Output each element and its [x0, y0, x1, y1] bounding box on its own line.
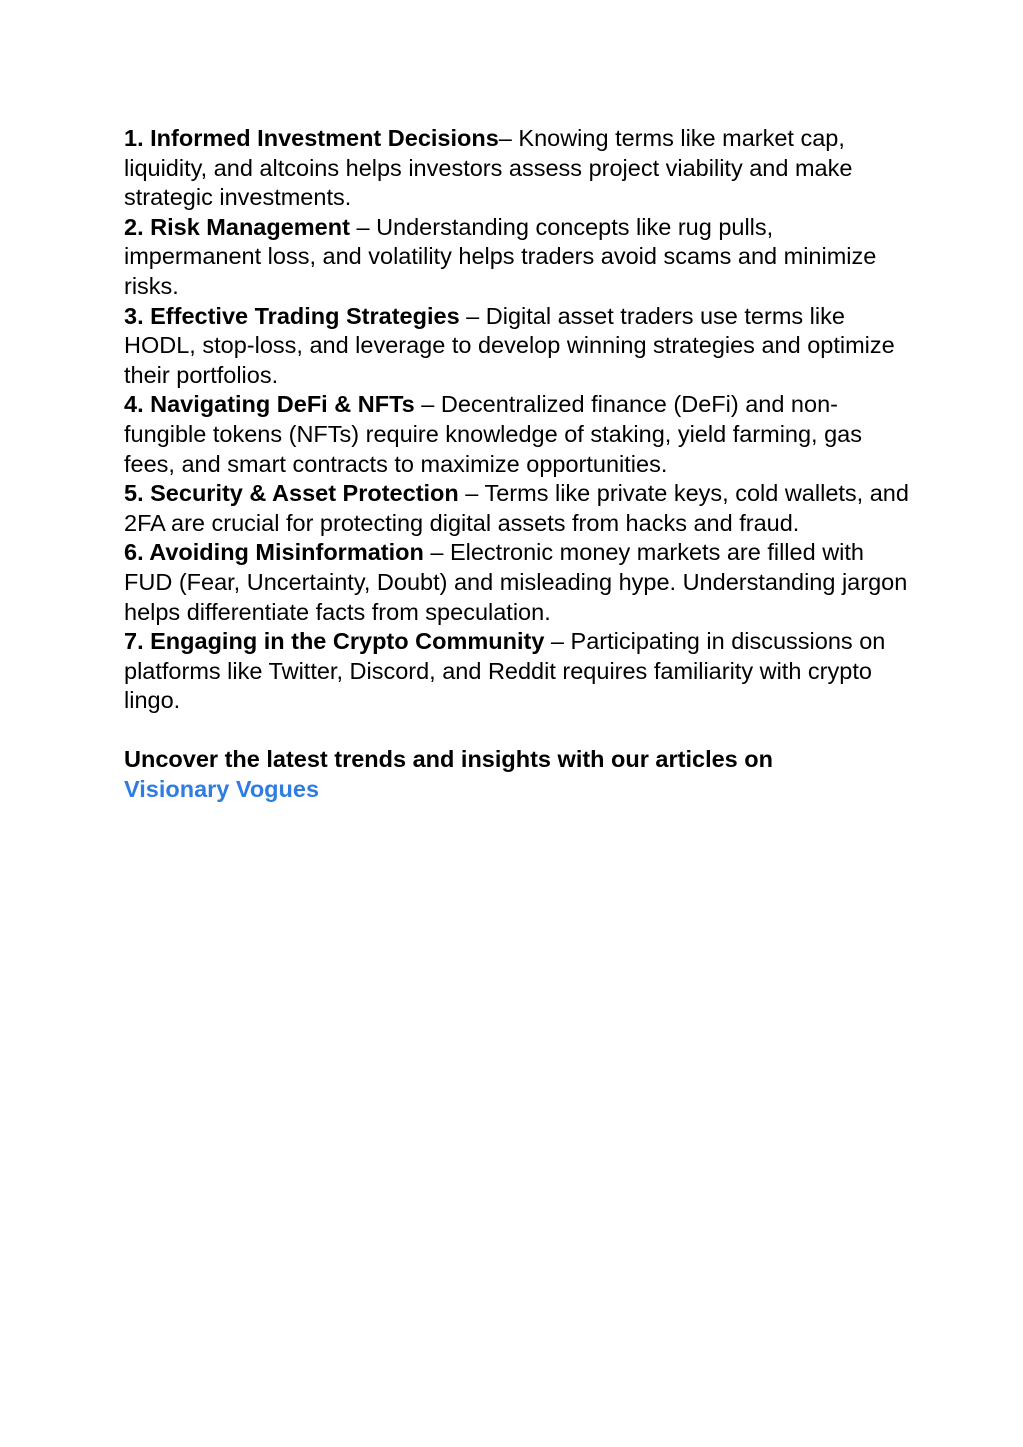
call-to-action — [124, 745, 824, 804]
item-heading: 3. Effective Trading Strategies — [124, 302, 460, 329]
benefits-list — [124, 124, 914, 716]
document-page — [124, 124, 914, 828]
item-text: – Electronic money markets are filled with FUD (Fear, Uncertainty, Doubt) and misleading hype. Understanding jargon helps differentiate facts from speculation. — [124, 539, 908, 625]
item-heading: 1. Informed Investment Decisions — [124, 125, 499, 151]
list-item — [124, 124, 914, 213]
item-text: – Participating in discussions on platforms like Twitter, Discord, and Reddit requires familiarity with crypto lingo. — [124, 628, 886, 714]
list-item — [124, 302, 914, 391]
list-item — [124, 538, 914, 627]
item-heading: 6. Avoiding Misinformation — [124, 539, 424, 566]
item-heading: 7. Engaging in the Crypto Community — [124, 628, 545, 655]
item-heading: 2. Risk Management — [124, 213, 350, 240]
item-text: – Decentralized finance (DeFi) and non-fungible tokens (NFTs) require knowledge of staking, yield farming, gas fees, and smart contracts to maximize opportunities. — [124, 391, 863, 477]
list-item — [124, 479, 914, 538]
item-heading: 5. Security & Asset Protection — [124, 480, 459, 507]
item-text: – Terms like private keys, cold wallets, and 2FA are crucial for protecting digital assets from hacks and fraud. — [124, 480, 909, 536]
item-text: – Understanding concepts like rug pulls, impermanent loss, and volatility helps traders avoid scams and minimize risks. — [124, 213, 877, 299]
list-item — [124, 627, 914, 716]
list-item — [124, 213, 914, 302]
item-text: – Digital asset traders use terms like HODL, stop-loss, and leverage to develop winning strategies and optimize their portfolios. — [124, 302, 895, 388]
cta-text: Uncover the latest trends and insights with our articles on — [124, 746, 773, 773]
list-item — [124, 390, 914, 479]
item-heading: 4. Navigating DeFi & NFTs — [124, 391, 415, 418]
visionary-vogues-link[interactable]: Visionary Vogues — [124, 776, 320, 803]
item-text: – Knowing terms like market cap, liquidity, and altcoins helps investors assess project viability and make strategic investments. — [124, 125, 853, 211]
